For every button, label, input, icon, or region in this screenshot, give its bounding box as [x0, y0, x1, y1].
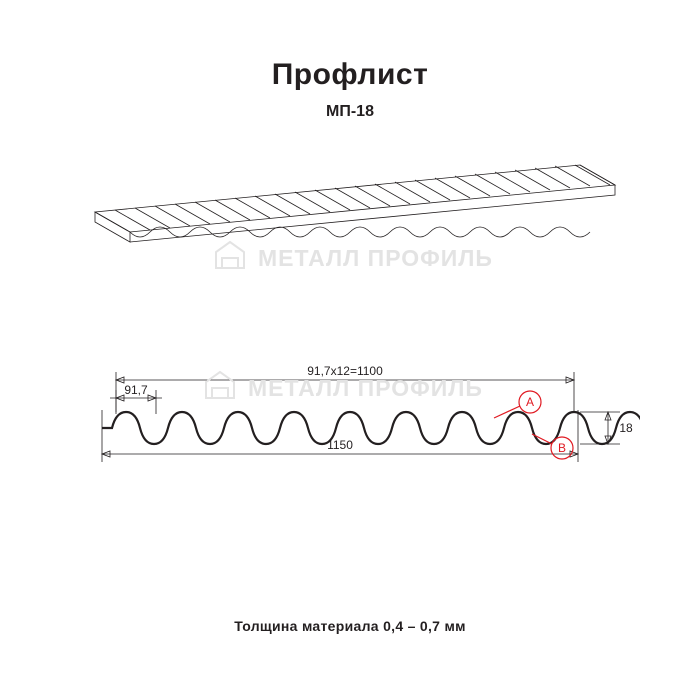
cross-section-drawing [80, 350, 640, 480]
dimension-working-width [116, 364, 574, 412]
page-title: Профлист [271, 58, 429, 91]
dimension-working-width-label: 91,7х12=1100 [307, 364, 383, 378]
dimension-pitch [110, 383, 162, 414]
product-code: МП-18 [326, 103, 374, 120]
isometric-sheet-illustration [70, 140, 630, 270]
watermark-label: МЕТАЛЛ ПРОФИЛЬ [248, 375, 483, 401]
dimension-pitch-label: 91,7 [124, 383, 148, 397]
watermark-label: МЕТАЛЛ ПРОФИЛЬ [258, 245, 493, 271]
dimension-total-width-label: 1150 [327, 438, 353, 452]
dimension-height-label: 18 [619, 421, 633, 435]
callout-b [532, 434, 573, 459]
callout-b-label: B [557, 441, 567, 455]
material-thickness-note: Толщина материала 0,4 – 0,7 мм [234, 618, 466, 634]
profile-section [102, 412, 640, 444]
callout-a [494, 391, 541, 418]
callout-a-label: A [525, 395, 535, 409]
